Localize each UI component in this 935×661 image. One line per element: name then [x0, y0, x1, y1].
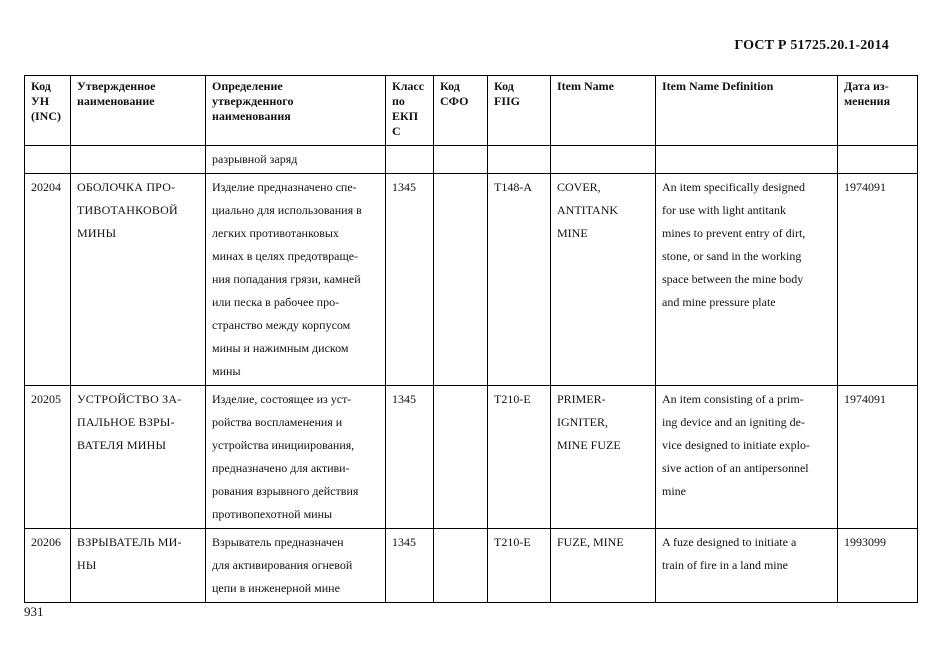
- col-header-line: Утвержденное: [77, 79, 156, 93]
- col-header-line: Item Name: [557, 79, 614, 93]
- row-item-definition-line: train of fire in a land mine: [662, 558, 788, 572]
- row-item-name: [551, 386, 656, 529]
- row-definition-line: циально для использования в: [212, 203, 362, 217]
- standard-designation: ГОСТ Р 51725.20.1-2014: [734, 38, 889, 53]
- col-header-date: [838, 76, 918, 146]
- row-approved-name-line: ВЗРЫВАТЕЛЬ МИ-: [77, 535, 182, 549]
- row-approved-name-line: ВАТЕЛЯ МИНЫ: [77, 438, 167, 452]
- row-definition-line: минах в целях предотвраще-: [212, 249, 359, 263]
- col-header-definition: [206, 76, 386, 146]
- row-approved-name-line: ОБОЛОЧКА ПРО-: [77, 180, 176, 194]
- row-fiig: T148-A: [488, 174, 551, 386]
- col-header-line: Класс: [392, 79, 425, 93]
- row-sfo: [434, 174, 488, 386]
- row-item-name: [551, 529, 656, 603]
- row-definition-line: цепи в инженерной мине: [212, 581, 340, 595]
- col-header-line: Код: [494, 79, 514, 93]
- row-item-definition-line: An item specifically designed: [662, 180, 805, 194]
- row-item-name-line: ANTITANK: [557, 203, 619, 217]
- col-header-line: Код: [440, 79, 460, 93]
- row-item-definition-line: ing device and an igniting de-: [662, 415, 805, 429]
- row-approved-name-line: ТИВОТАНКОВОЙ: [77, 203, 178, 217]
- col-header-fiig: [488, 76, 551, 146]
- row-item-name: [551, 174, 656, 386]
- row-item-name-line: MINE: [557, 226, 588, 240]
- col-header-line: Код: [31, 79, 51, 93]
- row-class: 1345: [386, 174, 434, 386]
- row-fiig: T210-E: [488, 386, 551, 529]
- continuation-row: [25, 146, 918, 174]
- row-definition-line: мины и нажимным диском: [212, 341, 349, 355]
- row-approved-name: [71, 174, 206, 386]
- row-definition-line: или песка в рабочее про-: [212, 295, 340, 309]
- row-item-definition-line: for use with light antitank: [662, 203, 786, 217]
- row-definition: [206, 174, 386, 386]
- row-definition-line: Изделие предназначено спе-: [212, 180, 357, 194]
- col-header-line: Дата из-: [844, 79, 889, 93]
- row-item-definition-line: mine: [662, 484, 686, 498]
- row-approved-name-line: НЫ: [77, 558, 97, 572]
- row-item-name-line: FUZE, MINE: [557, 535, 624, 549]
- row-sfo: [434, 529, 488, 603]
- continuation-definition: разрывной заряд: [206, 146, 386, 174]
- row-definition: [206, 529, 386, 603]
- row-item-definition-line: A fuze designed to initiate a: [662, 535, 797, 549]
- col-header-line: (INC): [31, 109, 61, 123]
- row-definition-line: странство между корпусом: [212, 318, 351, 332]
- row-class: 1345: [386, 529, 434, 603]
- col-header-line: FIIG: [494, 94, 521, 108]
- table-row: [25, 174, 918, 386]
- row-item-definition-line: An item consisting of a prim-: [662, 392, 804, 406]
- row-definition-line: противопехотной мины: [212, 507, 333, 521]
- row-class: 1345: [386, 386, 434, 529]
- catalog-table: [24, 75, 918, 603]
- col-header-line: СФО: [440, 94, 469, 108]
- row-approved-name-line: УСТРОЙСТВО ЗА-: [77, 392, 182, 406]
- row-code: 20205: [25, 386, 71, 529]
- col-header-inc: [25, 76, 71, 146]
- row-definition-line: мины: [212, 364, 241, 378]
- row-date: 1974091: [838, 386, 918, 529]
- row-definition-line: предназначено для активи-: [212, 461, 350, 475]
- row-code: 20204: [25, 174, 71, 386]
- row-item-definition-line: and mine pressure plate: [662, 295, 776, 309]
- row-item-definition-line: vice designed to initiate explo-: [662, 438, 810, 452]
- row-fiig: T210-E: [488, 529, 551, 603]
- row-definition-line: устройства инициирования,: [212, 438, 355, 452]
- row-date: 1993099: [838, 529, 918, 603]
- table-row: [25, 386, 918, 529]
- row-item-definition-line: mines to prevent entry of dirt,: [662, 226, 806, 240]
- col-header-line: менения: [844, 94, 891, 108]
- row-approved-name-line: МИНЫ: [77, 226, 117, 240]
- row-item-name-line: MINE FUZE: [557, 438, 621, 452]
- col-header-item-name: [551, 76, 656, 146]
- row-item-definition-line: space between the mine body: [662, 272, 804, 286]
- row-date: 1974091: [838, 174, 918, 386]
- row-item-definition: [656, 386, 838, 529]
- row-sfo: [434, 386, 488, 529]
- row-item-name-line: COVER,: [557, 180, 601, 194]
- row-definition-line: ния попадания грязи, камней: [212, 272, 361, 286]
- col-header-class: [386, 76, 434, 146]
- page-number: 931: [24, 604, 44, 619]
- row-code: 20206: [25, 529, 71, 603]
- col-header-line: ЕКП: [392, 109, 419, 123]
- row-definition-line: рования взрывного действия: [212, 484, 359, 498]
- col-header-line: Item Name Definition: [662, 79, 774, 93]
- row-item-definition: [656, 529, 838, 603]
- row-item-definition-line: stone, or sand in the working: [662, 249, 802, 263]
- col-header-line: УН: [31, 94, 50, 108]
- row-item-definition-line: sive action of an antipersonnel: [662, 461, 809, 475]
- table-header-row: [25, 76, 918, 146]
- col-header-line: наименования: [212, 109, 291, 123]
- row-approved-name: [71, 386, 206, 529]
- col-header-line: С: [392, 124, 401, 138]
- row-definition-line: для активирования огневой: [212, 558, 353, 572]
- col-header-line: Определение: [212, 79, 283, 93]
- row-item-name-line: PRIMER-: [557, 392, 606, 406]
- col-header-line: по: [392, 94, 405, 108]
- row-definition: [206, 386, 386, 529]
- row-item-name-line: IGNITER,: [557, 415, 608, 429]
- row-definition-line: ройства воспламенения и: [212, 415, 343, 429]
- row-item-definition: [656, 174, 838, 386]
- row-definition-line: легких противотанковых: [212, 226, 339, 240]
- col-header-line: утвержденного: [212, 94, 294, 108]
- col-header-approved-name: [71, 76, 206, 146]
- col-header-line: наименование: [77, 94, 155, 108]
- row-approved-name-line: ПАЛЬНОЕ ВЗРЫ-: [77, 415, 175, 429]
- table-row: [25, 529, 918, 603]
- row-definition-line: Изделие, состоящее из уст-: [212, 392, 352, 406]
- row-approved-name: [71, 529, 206, 603]
- col-header-item-definition: [656, 76, 838, 146]
- col-header-sfo: [434, 76, 488, 146]
- row-definition-line: Взрыватель предназначен: [212, 535, 344, 549]
